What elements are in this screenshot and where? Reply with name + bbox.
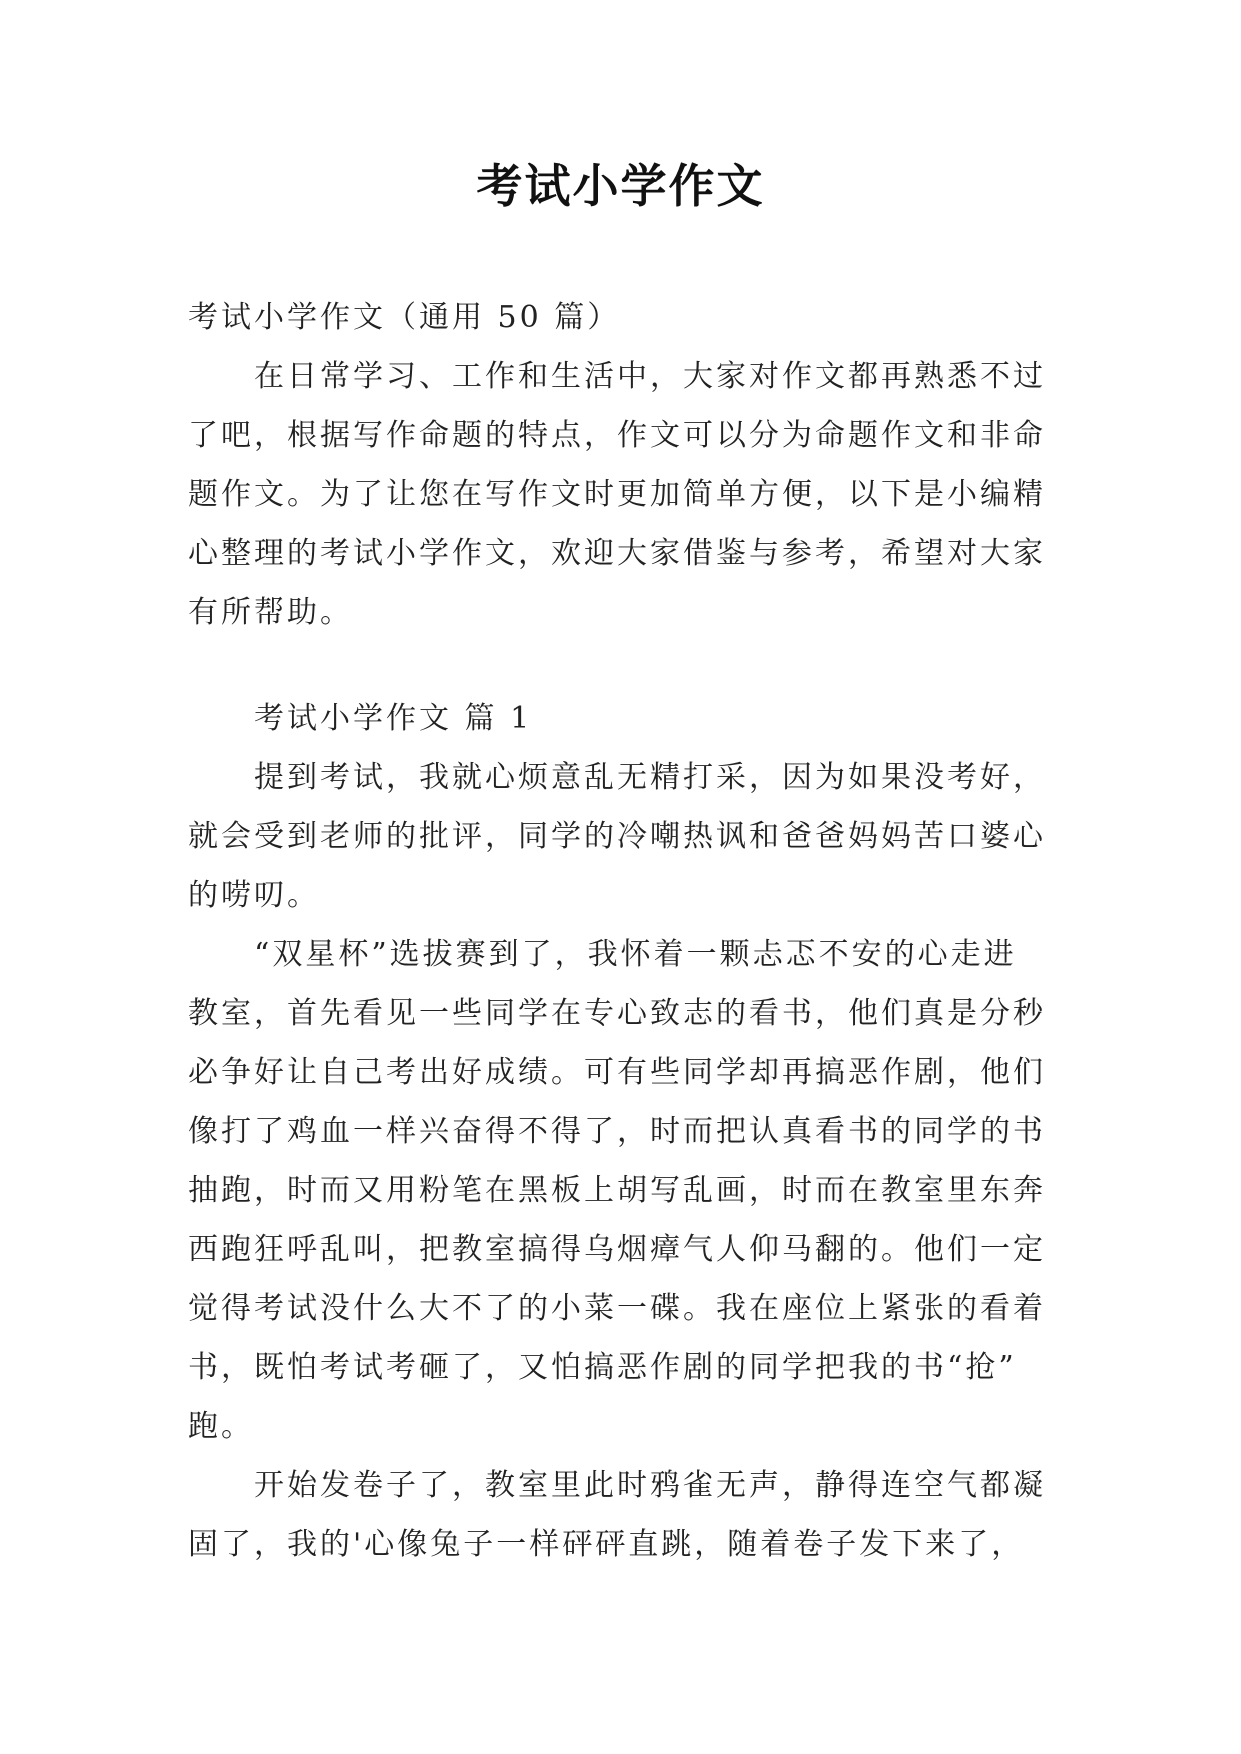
text-line: 提到考试，我就心烦意乱无精打采，因为如果没考好， <box>254 760 1046 795</box>
text-line: 就会受到老师的批评，同学的冷嘲热讽和爸爸妈妈苦口婆心 <box>188 819 1046 854</box>
text-line: 了吧，根据写作命题的特点，作文可以分为命题作文和非命 <box>188 418 1046 453</box>
document-title: 考试小学作文 <box>476 159 765 213</box>
text-line: 开始发卷子了，教室里此时鸦雀无声，静得连空气都凝 <box>254 1468 1046 1503</box>
text-line: 觉得考试没什么大不了的小菜一碟。我在座位上紧张的看着 <box>188 1291 1046 1326</box>
section-heading: 考试小学作文 篇 1 <box>254 701 533 736</box>
text-line: 固了，我的'心像兔子一样砰砰直跳，随着卷子发下来了， <box>188 1527 1025 1562</box>
text-line: 在日常学习、工作和生活中，大家对作文都再熟悉不过 <box>254 359 1046 394</box>
text-line: 西跑狂呼乱叫，把教室搞得乌烟瘴气人仰马翻的。他们一定 <box>188 1232 1046 1267</box>
section-spacer <box>188 642 1058 689</box>
text-line: 抽跑，时而又用粉笔在黑板上胡写乱画，时而在教室里东奔 <box>188 1173 1046 1208</box>
intro-paragraph <box>188 347 1058 642</box>
document-body <box>188 288 1058 1574</box>
document-subtitle: 考试小学作文（通用 50 篇） <box>188 300 621 335</box>
text-line: 书，既怕考试考砸了，又怕搞恶作剧的同学把我的书“抢” <box>188 1350 1017 1385</box>
essay-paragraph-3 <box>188 1456 1058 1574</box>
text-line: 跑。 <box>188 1409 254 1444</box>
text-line: 教室，首先看见一些同学在专心致志的看书，他们真是分秒 <box>188 996 1046 1031</box>
text-line: 像打了鸡血一样兴奋得不得了，时而把认真看书的同学的书 <box>188 1114 1046 1149</box>
text-line: 有所帮助。 <box>188 595 353 630</box>
text-line: 心整理的考试小学作文，欢迎大家借鉴与参考，希望对大家 <box>188 536 1046 571</box>
essay-paragraph-2 <box>188 925 1058 1456</box>
text-line: 必争好让自己考出好成绩。可有些同学却再搞恶作剧，他们 <box>188 1055 1046 1090</box>
text-line: 的唠叨。 <box>188 878 320 913</box>
essay-paragraph-1 <box>188 748 1058 925</box>
text-line: 题作文。为了让您在写作文时更加简单方便，以下是小编精 <box>188 477 1046 512</box>
text-line: “双星杯”选拔赛到了，我怀着一颗忐忑不安的心走进 <box>254 937 1017 972</box>
